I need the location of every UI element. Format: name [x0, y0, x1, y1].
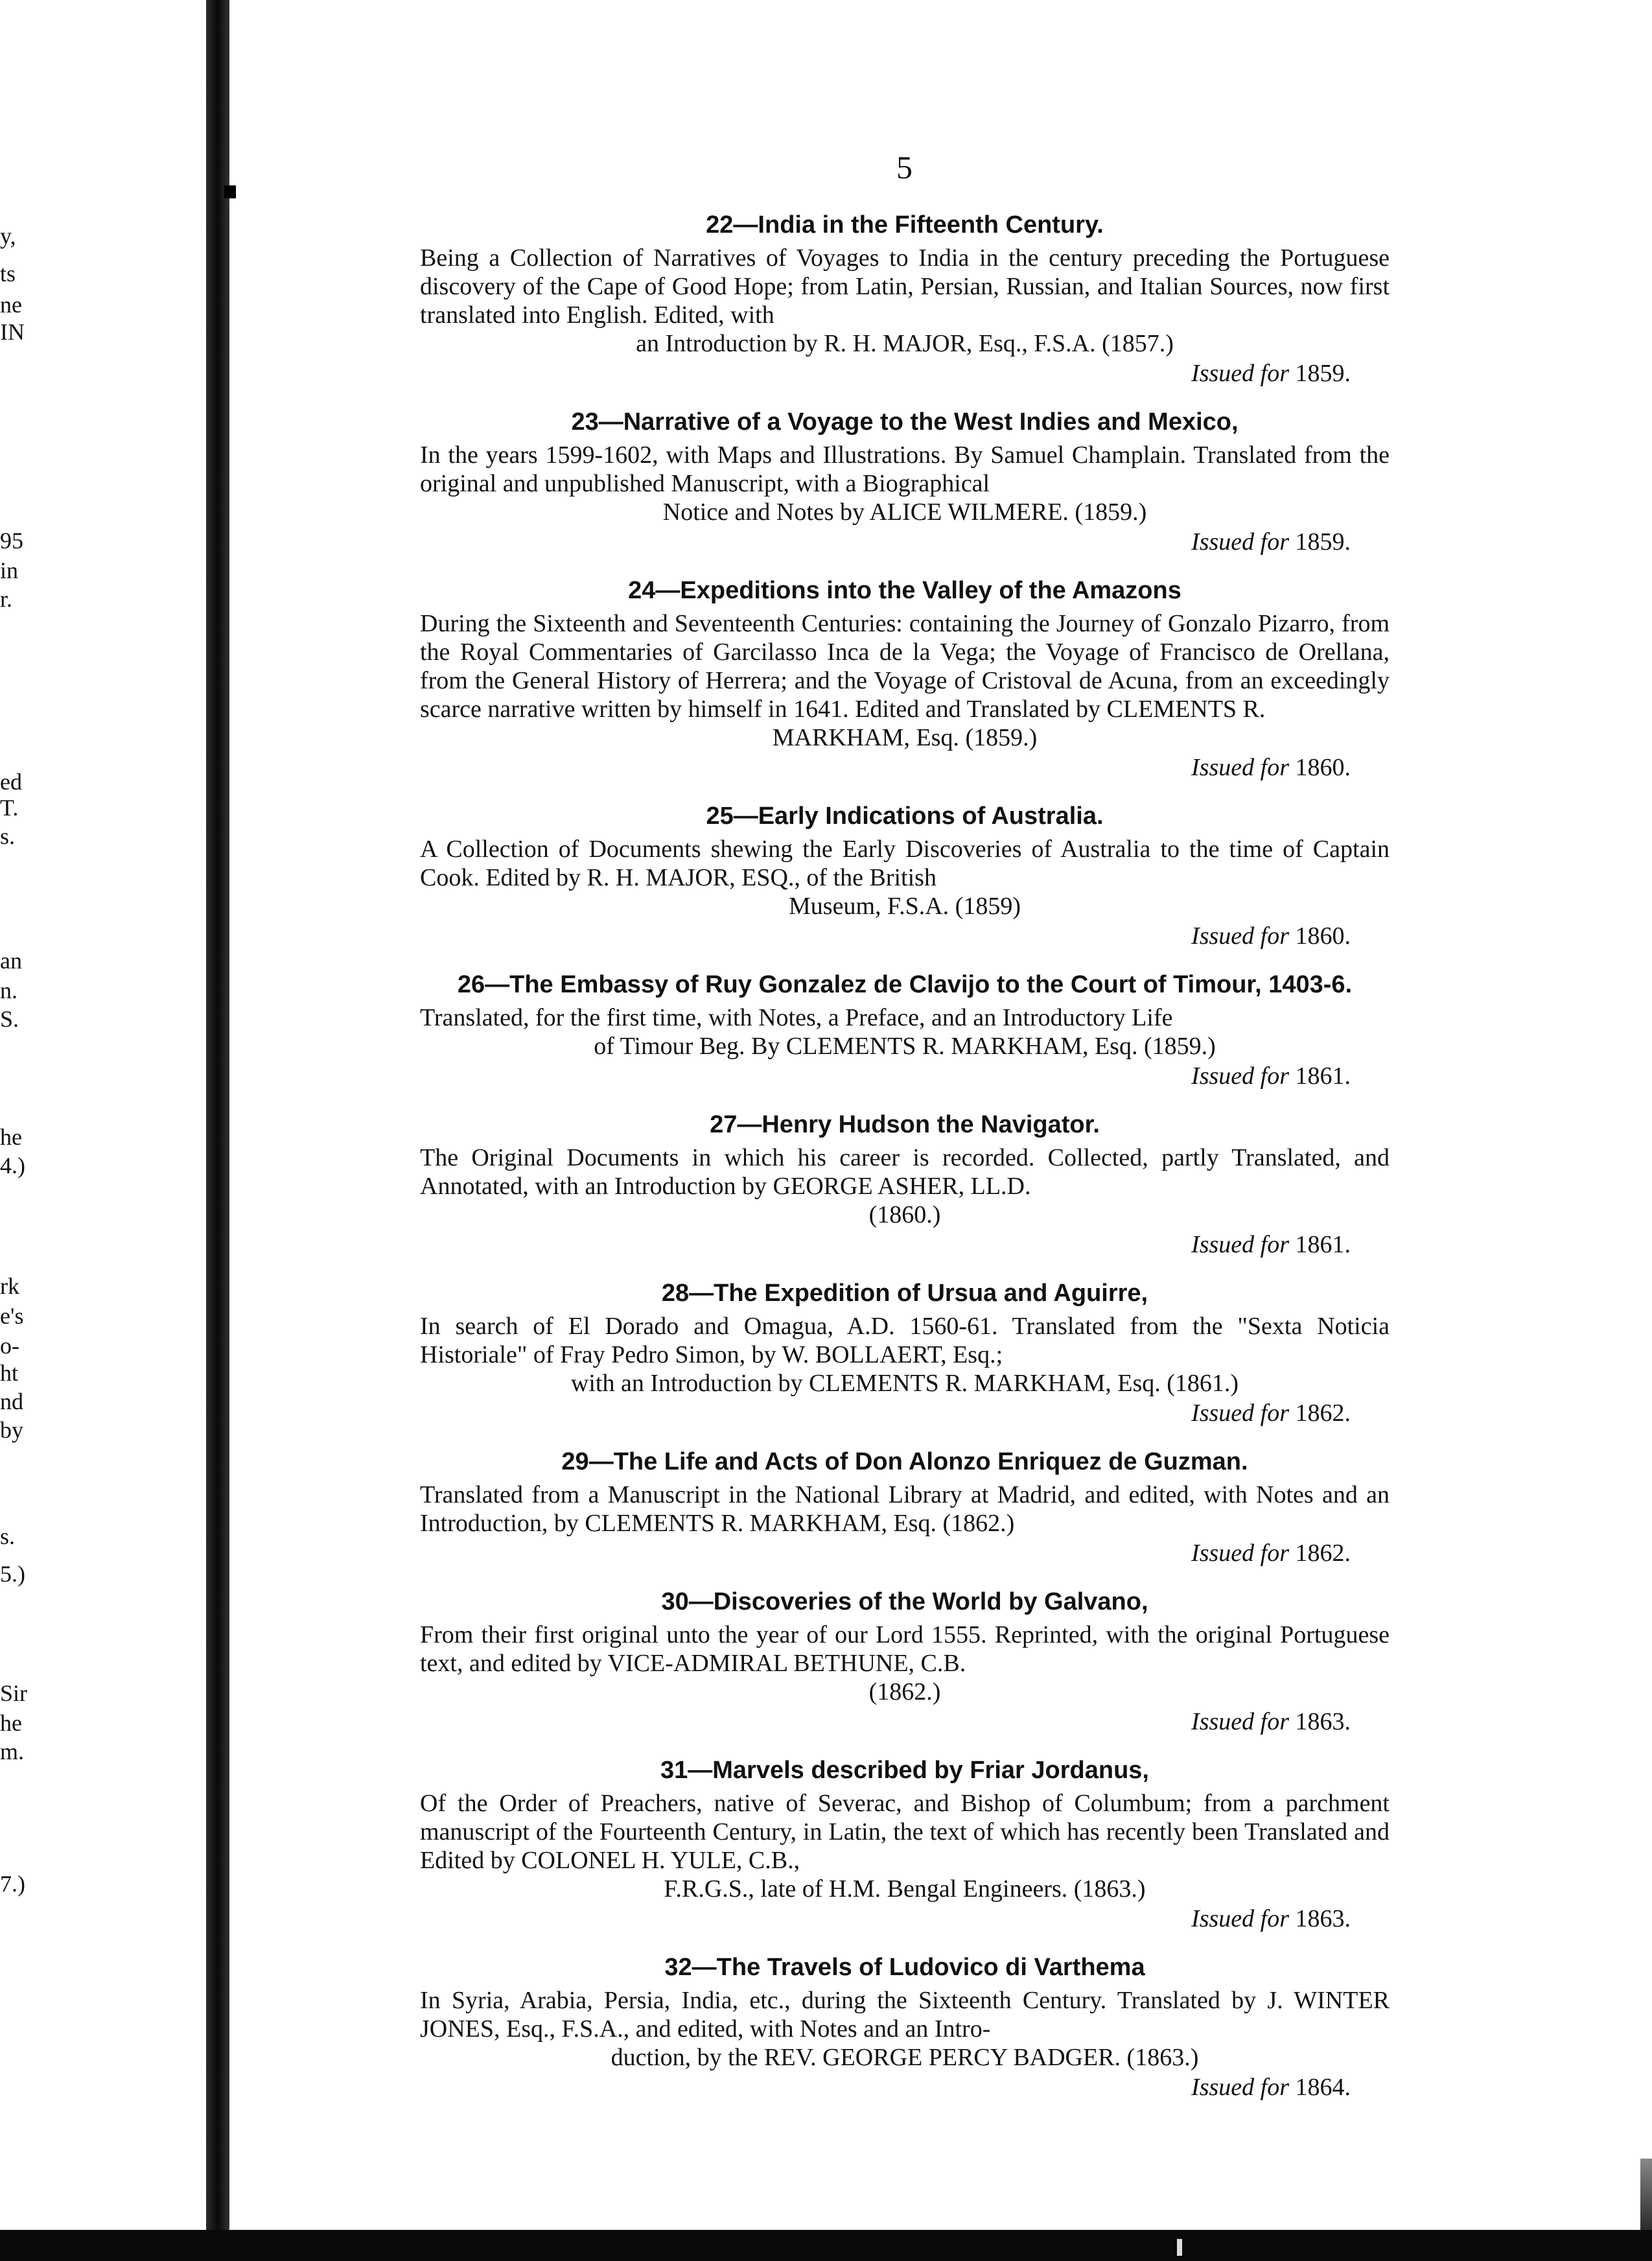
issued-year: 1864. — [1295, 2074, 1351, 2101]
issued-label: Issued for — [1191, 1062, 1289, 1090]
catalogue-entry — [420, 1108, 1390, 1260]
entry-title: 29—The Life and Acts of Don Alonzo Enriquez de Guzman. — [561, 1448, 1248, 1475]
facing-page-text-fragment: rk — [0, 1273, 19, 1299]
issued-for-line — [420, 752, 1390, 783]
entry-description: Translated, for the first time, with Notes, a Preface, and an Introductory Life — [420, 1004, 1173, 1031]
entry-title: 32—The Travels of Ludovico di Varthema — [664, 1954, 1145, 1981]
issued-year: 1862. — [1295, 1540, 1351, 1567]
entry-title: 28—The Expedition of Ursua and Aguirre, — [661, 1280, 1148, 1307]
entry-title: 27—Henry Hudson the Navigator. — [710, 1111, 1100, 1138]
entry-description: In search of El Dorado and Omagua, A.D. 1560-61. Translated from the "Sexta Noticia Historiale" of Fray Pedro Simon, by W. BOLLAERT, Esq.; — [420, 1313, 1390, 1368]
facing-page-text-fragment: ed — [0, 769, 22, 795]
facing-page-text-fragment: s. — [0, 823, 16, 849]
entry-title: 24—Expeditions into the Valley of the Amazons — [628, 577, 1181, 604]
issued-label: Issued for — [1191, 1905, 1289, 1932]
issued-label: Issued for — [1191, 754, 1289, 781]
entry-editor-line: F.R.G.S., late of H.M. Bengal Engineers. (1863.) — [664, 1875, 1146, 1903]
issued-for-line — [420, 1229, 1390, 1260]
entry-editor-line: of Timour Beg. By CLEMENTS R. MARKHAM, Esq. (1859.) — [594, 1033, 1216, 1060]
entry-editor-line: MARKHAM, Esq. (1859.) — [772, 724, 1038, 751]
entry-editor-line: (1862.) — [868, 1678, 941, 1705]
issued-for-line — [420, 1538, 1390, 1569]
scan-artifact — [1177, 2239, 1182, 2256]
issued-label: Issued for — [1191, 922, 1289, 950]
facing-page-text-fragment: y, — [0, 223, 16, 249]
issued-for-line — [420, 1398, 1390, 1429]
facing-page-text-fragment: an — [0, 948, 22, 974]
issued-for-line — [420, 920, 1390, 952]
entry-description: In the years 1599-1602, with Maps and Illustrations. By Samuel Champlain. Translated from the original and unpublished Manuscript, with a Biographical — [420, 441, 1390, 497]
issued-year: 1861. — [1295, 1231, 1351, 1258]
issued-year: 1860. — [1295, 754, 1351, 781]
entry-title: 25—Early Indications of Australia. — [706, 802, 1104, 830]
facing-page-text-fragment: 4.) — [0, 1153, 25, 1178]
catalogue-entry — [420, 406, 1390, 557]
facing-page-text-fragment: 5.) — [0, 1561, 25, 1587]
facing-page-text-fragment: s. — [0, 1523, 16, 1549]
issued-year: 1863. — [1295, 1708, 1351, 1735]
catalogue-entry — [420, 1586, 1390, 1737]
issued-year: 1861. — [1295, 1062, 1351, 1090]
issued-label: Issued for — [1191, 528, 1289, 556]
facing-page-text-fragment: ht — [0, 1360, 19, 1386]
entry-description: In Syria, Arabia, Persia, India, etc., during the Sixteenth Century. Translated by J. WINTER JONES, Esq., F.S.A., and edited, with Notes and an Intro- — [420, 1987, 1390, 2043]
facing-page-text-fragment: S. — [0, 1006, 19, 1032]
facing-page-text-fragment: IN — [0, 319, 25, 345]
entry-description: Being a Collection of Narratives of Voyages to India in the century preceding the Portuguese discovery of the Cape of Good Hope; from Latin, Persian, Russian, and Italian Sources, now first translated into English. Edited, with — [420, 244, 1390, 329]
page-number: 5 — [896, 149, 913, 185]
facing-page-text-fragment: ts — [0, 261, 16, 287]
facing-page-text-fragment: Sir — [0, 1680, 28, 1706]
issued-label: Issued for — [1191, 1231, 1289, 1258]
issued-for-line — [420, 358, 1390, 389]
facing-page-text-fragment: 7.) — [0, 1871, 25, 1897]
entry-title: 23—Narrative of a Voyage to the West Indies and Mexico, — [571, 408, 1239, 436]
book-gutter — [206, 0, 229, 2261]
entry-editor-line: Museum, F.S.A. (1859) — [789, 893, 1021, 920]
catalogue-entry — [420, 800, 1390, 952]
catalogue-entry — [420, 968, 1390, 1092]
facing-page-margin — [0, 0, 206, 2261]
catalogue-entry — [420, 1277, 1390, 1429]
facing-page-text-fragment: r. — [0, 586, 13, 612]
entry-title: 22—India in the Fifteenth Century. — [706, 211, 1104, 239]
facing-page-text-fragment: o- — [0, 1333, 19, 1359]
issued-for-line — [420, 1060, 1390, 1092]
catalogue-entry — [420, 1951, 1390, 2103]
issued-for-line — [420, 1706, 1390, 1737]
issued-label: Issued for — [1191, 1540, 1289, 1567]
entry-title: 30—Discoveries of the World by Galvano, — [661, 1588, 1148, 1615]
entry-editor-line: Notice and Notes by ALICE WILMERE. (1859.) — [662, 498, 1147, 526]
facing-page-text-fragment: 95 — [0, 528, 23, 554]
scan-bottom-border — [0, 2230, 1652, 2261]
entry-editor-line: duction, by the REV. GEORGE PERCY BADGER. (1863.) — [611, 2044, 1199, 2071]
entry-description: The Original Documents in which his career is recorded. Collected, partly Translated, and Annotated, with an Introduction by GEORGE ASHER, LL.D. — [420, 1144, 1390, 1200]
issued-label: Issued for — [1191, 2074, 1289, 2101]
issued-year: 1862. — [1295, 1400, 1351, 1427]
issued-label: Issued for — [1191, 1400, 1289, 1427]
facing-page-text-fragment: m. — [0, 1739, 25, 1764]
issued-year: 1859. — [1295, 528, 1351, 556]
entry-list — [420, 209, 1390, 2120]
issued-for-line — [420, 2072, 1390, 2103]
entry-title: 26—The Embassy of Ruy Gonzalez de Clavijo to the Court of Timour, 1403-6. — [457, 971, 1353, 998]
issued-year: 1863. — [1295, 1905, 1351, 1932]
facing-page-text-fragment: by — [0, 1417, 23, 1443]
gutter-mark — [224, 185, 236, 198]
entry-description: Of the Order of Preachers, native of Severac, and Bishop of Columbum; from a parchment manuscript of the Fourteenth Century, in Latin, the text of which has recently been Translated and Edited by COLONEL H. YULE, C.B., — [420, 1790, 1390, 1874]
issued-label: Issued for — [1191, 1708, 1289, 1735]
facing-page-text-fragment: n. — [0, 978, 17, 1003]
entry-description: From their first original unto the year of our Lord 1555. Reprinted, with the original Portuguese text, and edited by VICE-ADMIRAL BETHUNE, C.B. — [420, 1621, 1390, 1677]
facing-page-text-fragment: T. — [0, 795, 19, 821]
entry-editor-line: (1860.) — [868, 1201, 941, 1228]
issued-year: 1860. — [1295, 922, 1351, 950]
issued-for-line — [420, 1903, 1390, 1934]
facing-page-text-fragment: ne — [0, 292, 22, 318]
catalogue-entry — [420, 574, 1390, 783]
facing-page-text-fragment: he — [0, 1124, 22, 1150]
facing-page-text-fragment: nd — [0, 1388, 23, 1414]
entry-title: 31—Marvels described by Friar Jordanus, — [660, 1757, 1149, 1784]
issued-year: 1859. — [1295, 360, 1351, 387]
entry-editor-line: with an Introduction by CLEMENTS R. MARKHAM, Esq. (1861.) — [570, 1370, 1239, 1397]
catalogue-entry — [420, 1754, 1390, 1934]
facing-page-text-fragment: e's — [0, 1303, 24, 1329]
issued-for-line — [420, 526, 1390, 557]
entry-description: Translated from a Manuscript in the National Library at Madrid, and edited, with Notes and an Introduction, by CLEMENTS R. MARKHAM, Esq. (1862.) — [420, 1481, 1390, 1537]
facing-page-text-fragment: in — [0, 557, 19, 583]
issued-label: Issued for — [1191, 360, 1289, 387]
catalogue-entry — [420, 1446, 1390, 1569]
entry-description: A Collection of Documents shewing the Early Discoveries of Australia to the time of Captain Cook. Edited by R. H. MAJOR, ESQ., of the British — [420, 836, 1390, 891]
entry-editor-line: an Introduction by R. H. MAJOR, Esq., F.S.A. (1857.) — [636, 330, 1174, 357]
page-edge-shadow — [1640, 2159, 1652, 2236]
facing-page-text-fragment: he — [0, 1710, 22, 1736]
catalogue-entry — [420, 209, 1390, 389]
entry-description: During the Sixteenth and Seventeenth Centuries: containing the Journey of Gonzalo Pizarro, from the Royal Commentaries of Garcilasso Inca de la Vega; the Voyage of Francisco de Orellana, from the General History of Herrera; and the Voyage of Cristoval de Acuna, from an exceedingly scarce narrative written by himself in 1641. Edited and Translated by CLEMENTS R. — [420, 610, 1390, 723]
